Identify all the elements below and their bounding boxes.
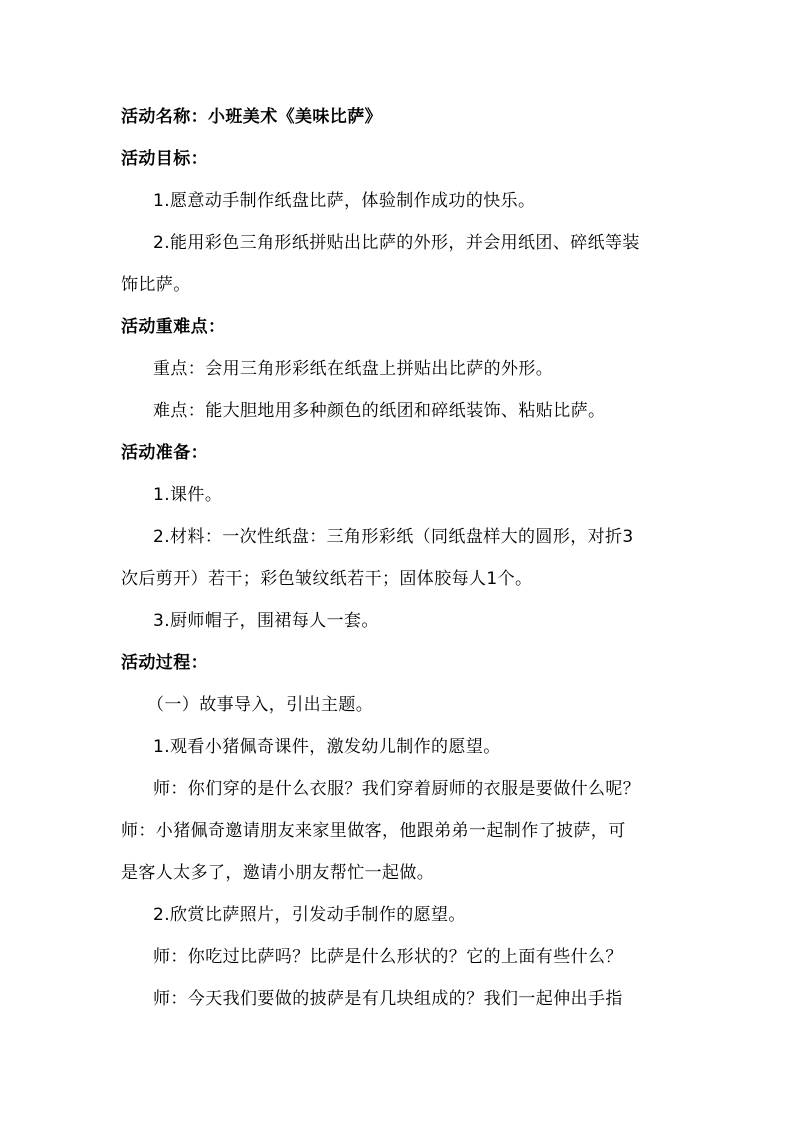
preparation-item-3: 3.厨师帽子，围裙每人一套。 [153,611,379,631]
difficulty-point: 难点：能大胆地用多种颜色的纸团和碎纸装饰、粘贴比萨。 [153,401,606,421]
process-section-1: （一）故事导入，引出主题。 [147,695,374,715]
preparation-heading: 活动准备： [121,443,208,463]
teacher-line-2-part-2: 是客人太多了，邀请小朋友帮忙一起做。 [121,863,435,883]
teacher-line-2-part-1: 师：小猪佩奇邀请朋友来家里做客，他跟弟弟一起制作了披萨，可 [121,821,626,841]
teacher-line-4: 师：今天我们要做的披萨是有几块组成的？我们一起伸出手指 [153,989,623,1009]
activity-title: 活动名称：小班美术《美味比萨》 [121,107,382,127]
process-heading: 活动过程： [121,653,208,673]
process-step-1: 1.观看小猪佩奇课件，激发幼儿制作的愿望。 [153,737,501,757]
key-point: 重点：会用三角形彩纸在纸盘上拼贴出比萨的外形。 [153,359,554,379]
preparation-item-2-line-1: 2.材料：一次性纸盘：三角形彩纸（同纸盘样大的圆形，对折3 [153,527,634,547]
goal-item-2-line-2: 饰比萨。 [121,275,191,295]
goals-heading: 活动目标： [121,149,208,169]
preparation-item-2-line-2: 次后剪开）若干；彩色皱纹纸若干；固体胶每人1个。 [121,569,533,589]
key-points-heading: 活动重难点： [121,317,226,337]
goal-item-1: 1.愿意动手制作纸盘比萨，体验制作成功的快乐。 [153,191,536,211]
process-step-2: 2.欣赏比萨照片，引发动手制作的愿望。 [153,905,466,925]
preparation-item-1: 1.课件。 [153,485,223,505]
teacher-line-3: 师：你吃过比萨吗？比萨是什么形状的？它的上面有些什么？ [153,947,623,967]
teacher-line-1: 师：你们穿的是什么衣服？我们穿着厨师的衣服是要做什么呢？ [153,779,641,799]
goal-item-2-line-1: 2.能用彩色三角形纸拼贴出比萨的外形，并会用纸团、碎纸等装 [153,233,640,253]
